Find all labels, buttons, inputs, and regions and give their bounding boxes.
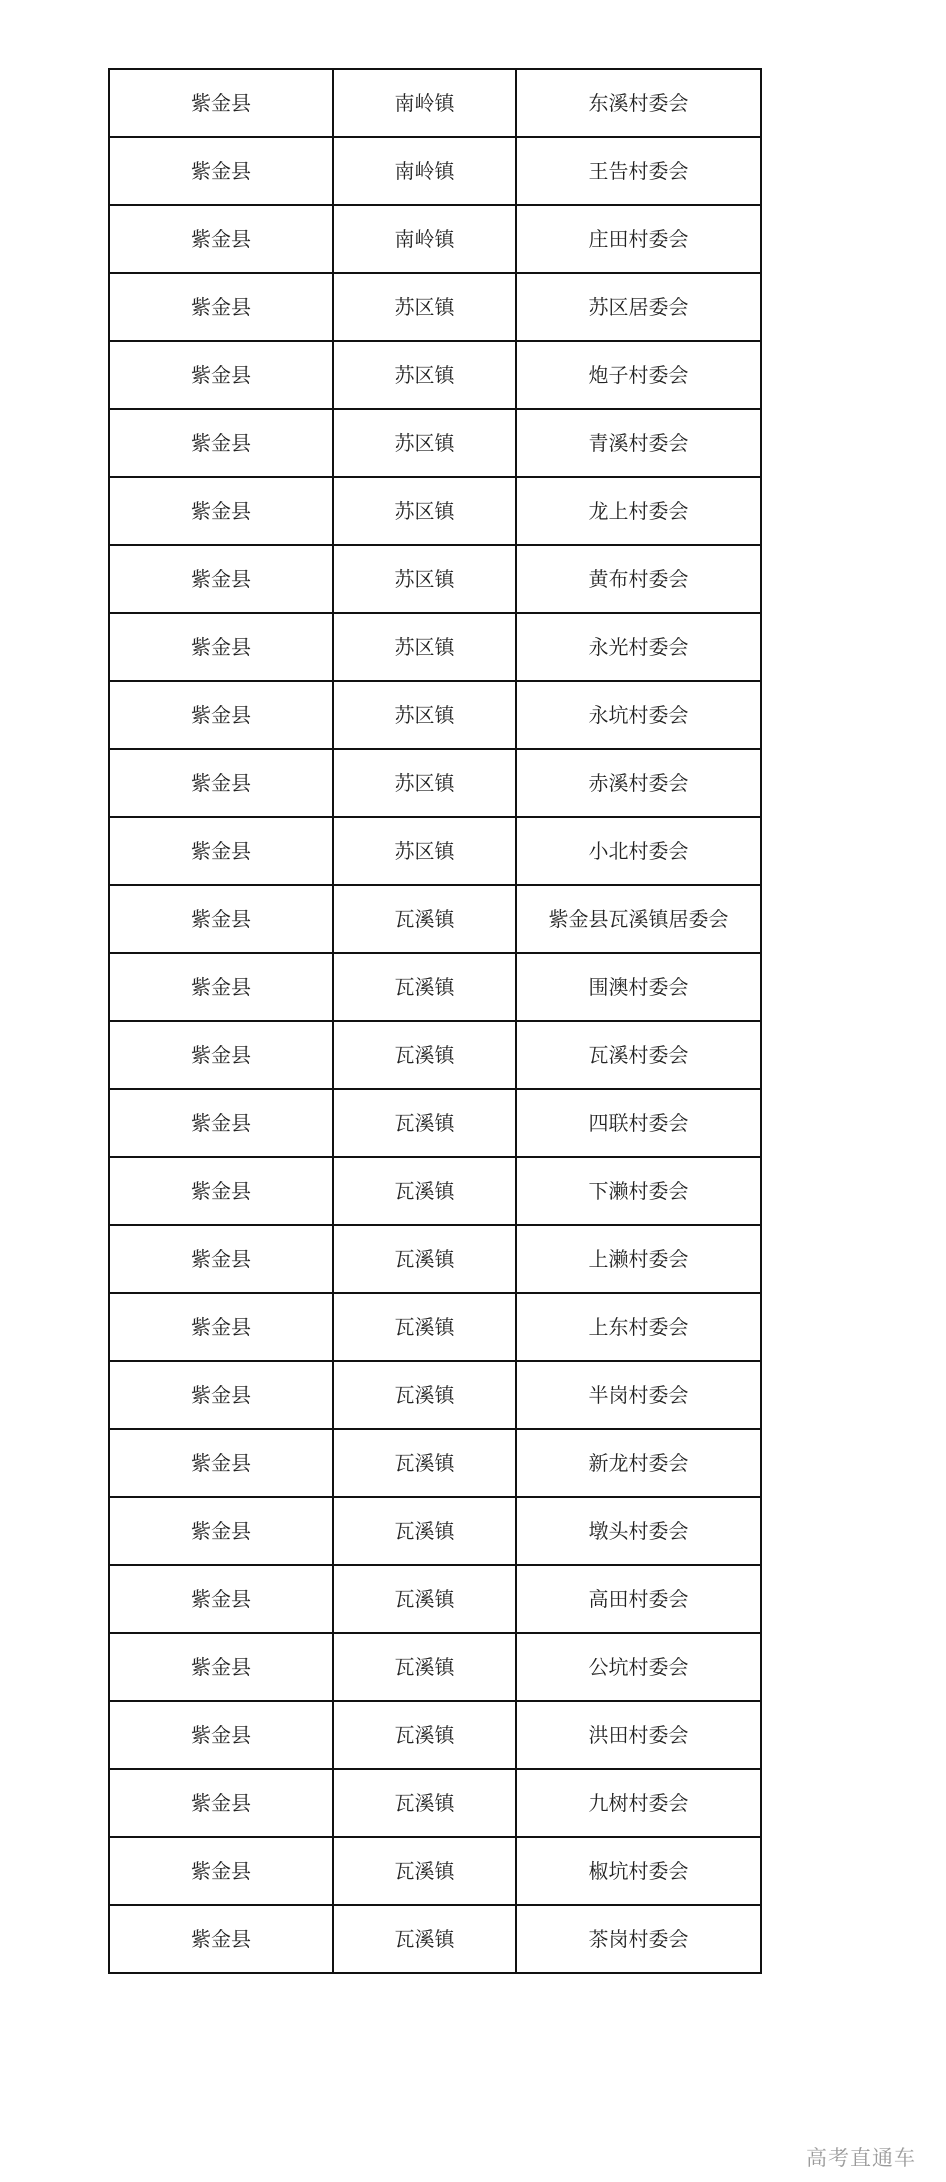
table-row — [109, 477, 761, 545]
town-cell: 瓦溪镇 — [333, 1905, 516, 1973]
table-row — [109, 409, 761, 477]
town-cell: 苏区镇 — [333, 341, 516, 409]
committee-cell: 新龙村委会 — [516, 1429, 761, 1497]
committee-cell: 下濑村委会 — [516, 1157, 761, 1225]
table-row — [109, 1837, 761, 1905]
committee-cell: 庄田村委会 — [516, 205, 761, 273]
county-cell: 紫金县 — [109, 885, 333, 953]
county-cell: 紫金县 — [109, 205, 333, 273]
table-row — [109, 341, 761, 409]
town-cell: 苏区镇 — [333, 613, 516, 681]
table-row — [109, 1497, 761, 1565]
committee-cell: 炮子村委会 — [516, 341, 761, 409]
table-row — [109, 885, 761, 953]
table-row — [109, 749, 761, 817]
table-row — [109, 1429, 761, 1497]
county-cell: 紫金县 — [109, 1769, 333, 1837]
table-row — [109, 69, 761, 137]
county-cell: 紫金县 — [109, 749, 333, 817]
table-row — [109, 137, 761, 205]
county-cell: 紫金县 — [109, 1293, 333, 1361]
committee-cell: 高田村委会 — [516, 1565, 761, 1633]
town-cell: 瓦溪镇 — [333, 1293, 516, 1361]
committee-cell: 茶岗村委会 — [516, 1905, 761, 1973]
town-cell: 南岭镇 — [333, 69, 516, 137]
town-cell: 瓦溪镇 — [333, 1157, 516, 1225]
town-cell: 苏区镇 — [333, 545, 516, 613]
committee-cell: 永坑村委会 — [516, 681, 761, 749]
committee-cell: 东溪村委会 — [516, 69, 761, 137]
county-cell: 紫金县 — [109, 1089, 333, 1157]
county-cell: 紫金县 — [109, 409, 333, 477]
committee-cell: 苏区居委会 — [516, 273, 761, 341]
town-cell: 瓦溪镇 — [333, 1565, 516, 1633]
table-row — [109, 953, 761, 1021]
committee-cell: 围澳村委会 — [516, 953, 761, 1021]
committee-cell: 洪田村委会 — [516, 1701, 761, 1769]
table-row — [109, 681, 761, 749]
county-cell: 紫金县 — [109, 1837, 333, 1905]
county-cell: 紫金县 — [109, 1429, 333, 1497]
table-row — [109, 1361, 761, 1429]
county-cell: 紫金县 — [109, 817, 333, 885]
town-cell: 苏区镇 — [333, 681, 516, 749]
county-cell: 紫金县 — [109, 1497, 333, 1565]
table-row — [109, 205, 761, 273]
county-cell: 紫金县 — [109, 137, 333, 205]
town-cell: 苏区镇 — [333, 273, 516, 341]
committee-cell: 四联村委会 — [516, 1089, 761, 1157]
county-cell: 紫金县 — [109, 477, 333, 545]
table-row — [109, 1633, 761, 1701]
table-row — [109, 613, 761, 681]
town-cell: 南岭镇 — [333, 205, 516, 273]
county-cell: 紫金县 — [109, 1701, 333, 1769]
county-cell: 紫金县 — [109, 341, 333, 409]
committee-cell: 小北村委会 — [516, 817, 761, 885]
committee-cell: 永光村委会 — [516, 613, 761, 681]
committee-cell: 上东村委会 — [516, 1293, 761, 1361]
county-cell: 紫金县 — [109, 69, 333, 137]
table-row — [109, 545, 761, 613]
committee-cell: 半岗村委会 — [516, 1361, 761, 1429]
town-cell: 苏区镇 — [333, 749, 516, 817]
table-row — [109, 1293, 761, 1361]
committee-cell: 赤溪村委会 — [516, 749, 761, 817]
committee-cell: 黄布村委会 — [516, 545, 761, 613]
county-cell: 紫金县 — [109, 953, 333, 1021]
county-cell: 紫金县 — [109, 681, 333, 749]
committee-cell: 公坑村委会 — [516, 1633, 761, 1701]
table-row — [109, 1701, 761, 1769]
county-cell: 紫金县 — [109, 1157, 333, 1225]
town-cell: 瓦溪镇 — [333, 1769, 516, 1837]
town-cell: 苏区镇 — [333, 817, 516, 885]
committee-cell: 青溪村委会 — [516, 409, 761, 477]
town-cell: 南岭镇 — [333, 137, 516, 205]
county-cell: 紫金县 — [109, 1565, 333, 1633]
committee-cell: 椒坑村委会 — [516, 1837, 761, 1905]
table-row — [109, 1565, 761, 1633]
table-body — [109, 69, 761, 1973]
town-cell: 瓦溪镇 — [333, 1429, 516, 1497]
table-row — [109, 1021, 761, 1089]
town-cell: 苏区镇 — [333, 477, 516, 545]
town-cell: 瓦溪镇 — [333, 1021, 516, 1089]
town-cell: 瓦溪镇 — [333, 953, 516, 1021]
committee-cell: 瓦溪村委会 — [516, 1021, 761, 1089]
committee-cell: 九树村委会 — [516, 1769, 761, 1837]
table-row — [109, 1905, 761, 1973]
table-row — [109, 817, 761, 885]
committee-cell: 墩头村委会 — [516, 1497, 761, 1565]
table-row — [109, 1769, 761, 1837]
committee-cell: 龙上村委会 — [516, 477, 761, 545]
table-row — [109, 1089, 761, 1157]
committee-cell: 王告村委会 — [516, 137, 761, 205]
town-cell: 瓦溪镇 — [333, 1497, 516, 1565]
table-row — [109, 1157, 761, 1225]
county-cell: 紫金县 — [109, 273, 333, 341]
committee-cell: 上濑村委会 — [516, 1225, 761, 1293]
county-cell: 紫金县 — [109, 1021, 333, 1089]
town-cell: 瓦溪镇 — [333, 1701, 516, 1769]
town-cell: 瓦溪镇 — [333, 885, 516, 953]
town-cell: 瓦溪镇 — [333, 1225, 516, 1293]
county-cell: 紫金县 — [109, 1225, 333, 1293]
county-cell: 紫金县 — [109, 1361, 333, 1429]
table-row — [109, 1225, 761, 1293]
county-cell: 紫金县 — [109, 1633, 333, 1701]
village-table — [108, 68, 762, 1974]
county-cell: 紫金县 — [109, 613, 333, 681]
table-row — [109, 273, 761, 341]
committee-cell: 紫金县瓦溪镇居委会 — [516, 885, 761, 953]
watermark-text: 高考直通车 — [806, 2146, 916, 2170]
town-cell: 瓦溪镇 — [333, 1089, 516, 1157]
county-cell: 紫金县 — [109, 1905, 333, 1973]
town-cell: 瓦溪镇 — [333, 1837, 516, 1905]
town-cell: 瓦溪镇 — [333, 1633, 516, 1701]
town-cell: 瓦溪镇 — [333, 1361, 516, 1429]
town-cell: 苏区镇 — [333, 409, 516, 477]
county-cell: 紫金县 — [109, 545, 333, 613]
